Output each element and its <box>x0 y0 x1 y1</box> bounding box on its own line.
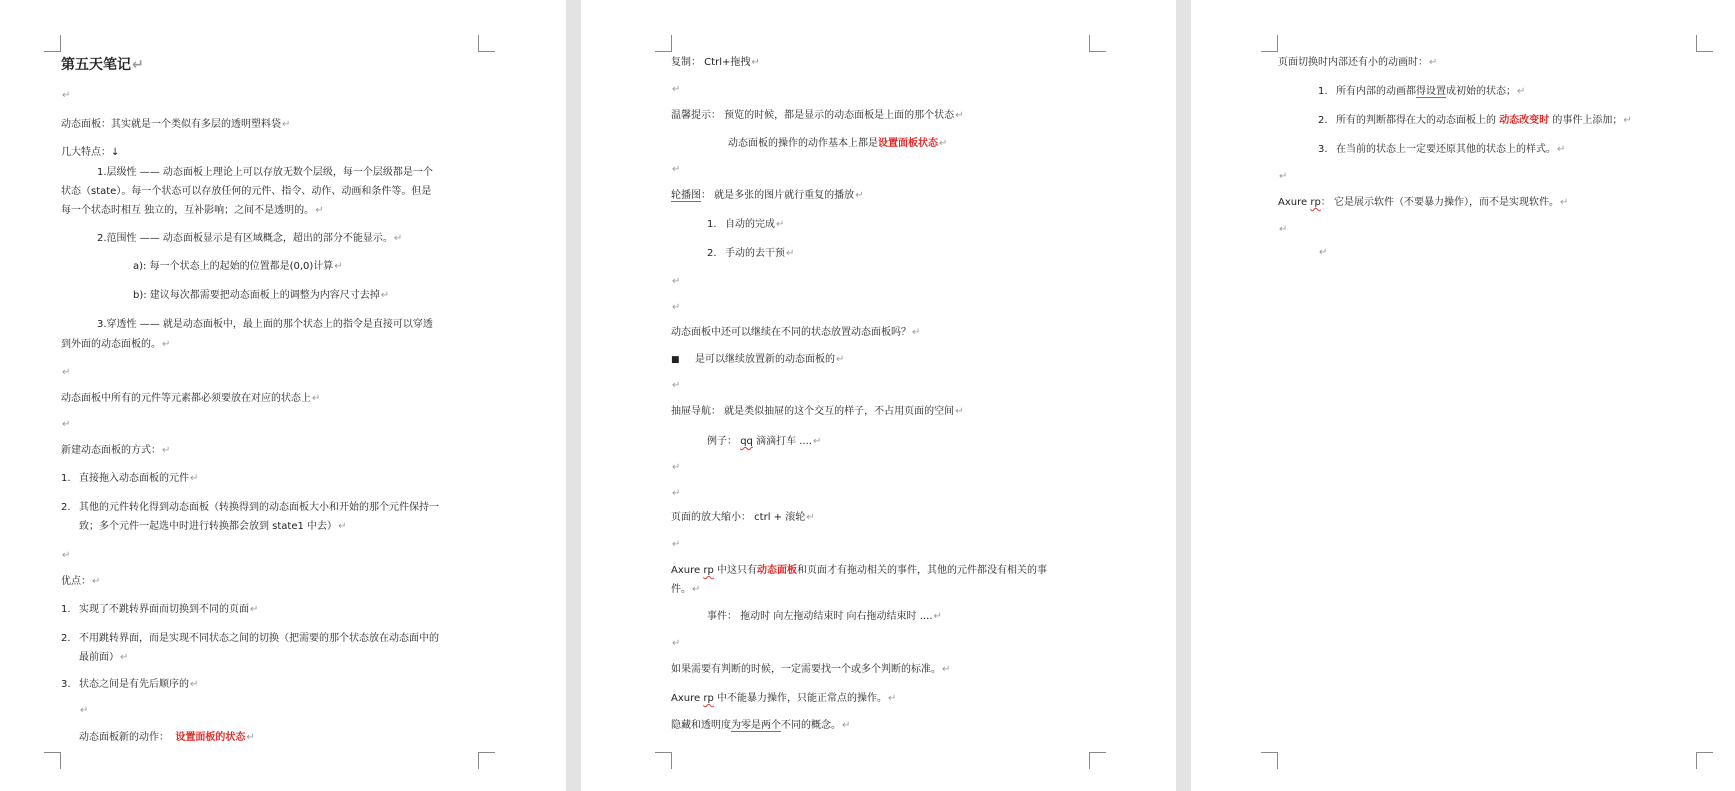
page-title[interactable]: 第五天笔记↵ <box>61 57 144 73</box>
bullet-item[interactable]: ■ 是可以继续放置新的动态面板的↵ <box>671 354 845 365</box>
margin-corner-mark <box>655 752 672 769</box>
list-item[interactable]: 2. 其他的元件转化得到动态面板（转换得到的动态面板大小和开始的那个元件保持一 <box>61 502 439 513</box>
paragraph[interactable]: 页面切换时内部还有小的动画时：↵ <box>1278 57 1438 68</box>
empty-paragraph[interactable]: ↵ <box>672 380 681 391</box>
paragraph[interactable]: 复制： Ctrl+拖拽↵ <box>671 57 760 68</box>
empty-paragraph[interactable]: ↵ <box>1319 247 1328 258</box>
paragraph[interactable]: 到外面的动态面板的。↵ <box>61 339 171 350</box>
empty-paragraph[interactable]: ↵ <box>672 276 681 287</box>
paragraph[interactable]: 优点：↵ <box>61 576 101 587</box>
empty-paragraph[interactable]: ↵ <box>62 90 71 101</box>
paragraph[interactable]: 动态面板新的动作： 设置面板的状态↵ <box>79 732 255 743</box>
paragraph[interactable]: 隐藏和透明度为零是两个不同的概念。↵ <box>671 720 851 731</box>
paragraph[interactable]: 事件： 拖动时 向左拖动结束时 向右拖动结束时 ....↵ <box>707 611 942 622</box>
empty-paragraph[interactable]: ↵ <box>672 84 681 95</box>
list-item[interactable]: 1. 自动的完成↵ <box>707 219 785 230</box>
paragraph[interactable]: 新建动态面板的方式：↵ <box>61 445 171 456</box>
paragraph[interactable]: Axure rp： 它是展示软件（不要暴力操作），而不是实现软件。↵ <box>1278 197 1569 208</box>
margin-corner-mark <box>44 752 61 769</box>
list-item[interactable]: 1. 所有内部的动画都得设置成初始的状态；↵ <box>1318 86 1526 97</box>
margin-corner-mark <box>44 35 61 52</box>
empty-paragraph[interactable]: ↵ <box>1279 171 1288 182</box>
paragraph[interactable]: b): 建议每次都需要把动态面板上的调整为内容尺寸去掉↵ <box>133 290 390 301</box>
margin-corner-mark <box>478 752 495 769</box>
paragraph-continuation[interactable]: 件。↵ <box>671 584 701 595</box>
empty-paragraph[interactable]: ↵ <box>672 462 681 473</box>
list-item[interactable]: 2. 手动的去干预↵ <box>707 248 795 259</box>
paragraph[interactable]: 例子： qq 滴滴打车 ....↵ <box>707 436 822 447</box>
list-item[interactable]: 2. 所有的判断都得在大的动态面板上的 动态改变时 的事件上添加；↵ <box>1318 115 1632 126</box>
empty-paragraph[interactable]: ↵ <box>672 638 681 649</box>
list-item[interactable]: 3. 在当前的状态上一定要还原其他的状态上的样式。↵ <box>1318 144 1566 155</box>
document-page-3[interactable] <box>1191 0 1735 791</box>
paragraph[interactable]: 2.范围性 —— 动态面板显示是有区域概念，超出的部分不能显示。↵ <box>97 233 403 244</box>
paragraph[interactable]: 状态（state）。每一个状态可以存放任何的元件、指令、动作、动画和条件等。但是 <box>61 186 432 197</box>
empty-paragraph[interactable]: ↵ <box>62 550 71 561</box>
paragraph[interactable]: 每一个状态时相互 独立的，互补影响；之间不是透明的。↵ <box>61 205 324 216</box>
list-item-continuation[interactable]: 最前面）↵ <box>79 652 129 663</box>
paragraph[interactable]: Axure rp 中这只有动态面板和页面才有拖动相关的事件，其他的元件都没有相关的事 <box>671 565 1047 576</box>
list-item[interactable]: 1. 直接拖入动态面板的元件↵ <box>61 473 199 484</box>
empty-paragraph[interactable]: ↵ <box>80 705 89 716</box>
page-gap <box>566 0 581 791</box>
paragraph[interactable]: 动态面板中所有的元件等元素都必须要放在对应的状态上↵ <box>61 393 321 404</box>
paragraph[interactable]: 温馨提示： 预览的时候，都是显示的动态面板是上面的那个状态↵ <box>671 110 964 121</box>
paragraph[interactable]: Axure rp 中不能暴力操作，只能正常点的操作。↵ <box>671 693 897 704</box>
document-page-2[interactable] <box>581 0 1176 791</box>
list-item[interactable]: 1. 实现了不跳转界面而切换到不同的页面↵ <box>61 604 259 615</box>
margin-corner-mark <box>1089 35 1106 52</box>
empty-paragraph[interactable]: ↵ <box>672 164 681 175</box>
paragraph[interactable]: 如果需要有判断的时候，一定需要找一个或多个判断的标准。↵ <box>671 664 951 675</box>
empty-paragraph[interactable]: ↵ <box>672 539 681 550</box>
margin-corner-mark <box>1261 35 1278 52</box>
margin-corner-mark <box>478 35 495 52</box>
paragraph[interactable]: 动态面板：其实就是一个类似有多层的透明塑料袋↵ <box>61 119 291 130</box>
list-item-continuation[interactable]: 致；多个元件一起选中时进行转换都会放到 state1 中去）↵ <box>79 521 347 532</box>
empty-paragraph[interactable]: ↵ <box>672 302 681 313</box>
paragraph[interactable]: 页面的放大缩小： ctrl + 滚轮↵ <box>671 512 815 523</box>
margin-corner-mark <box>1696 752 1713 769</box>
empty-paragraph[interactable]: ↵ <box>62 367 71 378</box>
margin-corner-mark <box>655 35 672 52</box>
list-item[interactable]: 3. 状态之间是有先后顺序的↵ <box>61 679 199 690</box>
paragraph[interactable]: 几大特点：↓ <box>61 147 120 158</box>
empty-paragraph[interactable]: ↵ <box>672 488 681 499</box>
empty-paragraph[interactable]: ↵ <box>62 419 71 430</box>
paragraph[interactable]: 轮播图： 就是多张的图片就行重复的播放↵ <box>671 190 864 201</box>
paragraph[interactable]: 3.穿透性 —— 就是动态面板中，最上面的那个状态上的指令是直接可以穿透 <box>97 319 433 330</box>
paragraph[interactable]: 抽屉导航： 就是类似抽屉的这个交互的样子，不占用页面的空间↵ <box>671 406 964 417</box>
paragraph[interactable]: 动态面板中还可以继续在不同的状态放置动态面板吗？↵ <box>671 327 921 338</box>
margin-corner-mark <box>1261 752 1278 769</box>
margin-corner-mark <box>1696 35 1713 52</box>
paragraph[interactable]: 1.层级性 —— 动态面板上理论上可以存放无数个层级，每一个层级都是一个 <box>97 167 433 178</box>
page-gap <box>1176 0 1191 791</box>
paragraph[interactable]: a): 每一个状态上的起始的位置都是(0,0)计算↵ <box>133 261 343 272</box>
list-item[interactable]: 2. 不用跳转界面，而是实现不同状态之间的切换（把需要的那个状态放在动态面中的 <box>61 633 439 644</box>
empty-paragraph[interactable]: ↵ <box>1279 224 1288 235</box>
margin-corner-mark <box>1089 752 1106 769</box>
document-page-1[interactable] <box>0 0 566 791</box>
paragraph[interactable]: 动态面板的操作的动作基本上都是设置面板状态↵ <box>728 138 948 149</box>
